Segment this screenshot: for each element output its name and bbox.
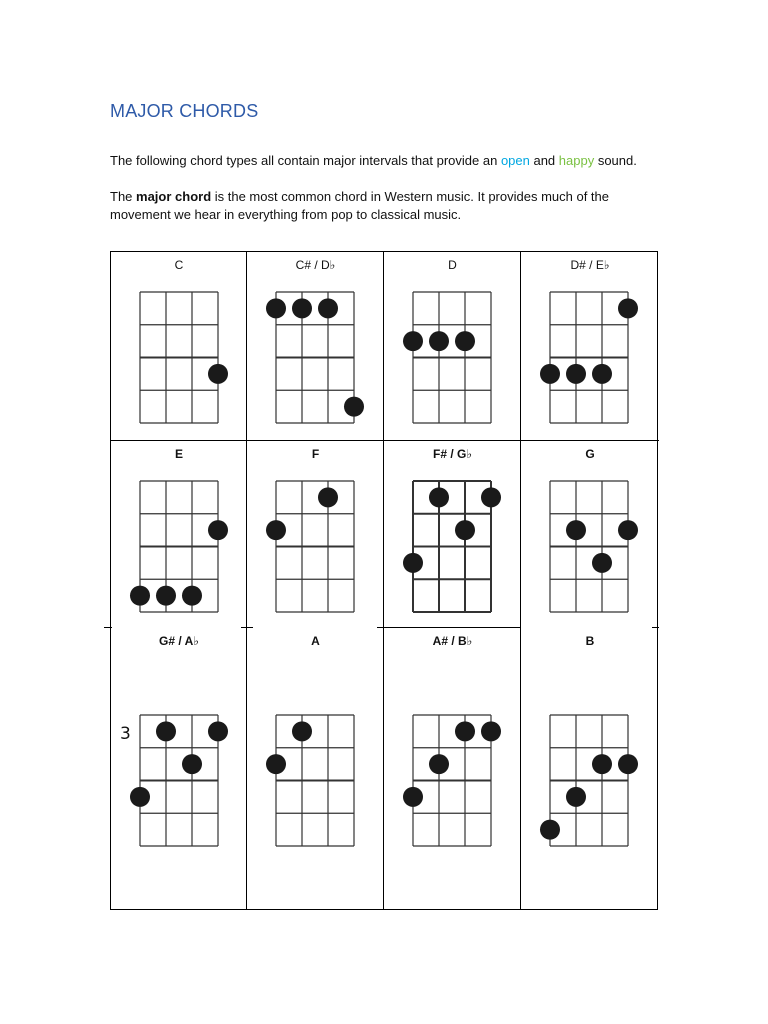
open-highlight: open [500,153,530,168]
chord-cell [521,628,659,911]
finger-dot [429,487,449,507]
chord-name: B [585,634,595,648]
page-title: MAJOR CHORDS [110,101,259,121]
chord-name: A# / B♭ [432,634,473,648]
finger-dot [618,298,638,318]
chord-diagram [536,701,646,852]
finger-dot [208,364,228,384]
finger-dot [566,520,586,540]
finger-dot [182,754,202,774]
finger-dot [618,754,638,774]
chord-name: E [174,447,183,461]
finger-dot [208,520,228,540]
finger-dot [318,487,338,507]
finger-dot [481,721,501,741]
finger-dot [540,364,560,384]
chord-name: C [174,258,184,272]
chord-diagram [399,467,509,618]
finger-dot [318,298,338,318]
chord-cell [384,252,521,441]
chord-cell [247,441,384,628]
chord-name: A [311,634,320,648]
chord-diagram [126,278,236,429]
chord-cell [247,252,384,441]
description-paragraph [110,188,670,224]
finger-dot [592,364,612,384]
chord-cell [247,628,384,911]
chord-diagram [536,467,646,618]
finger-dot [540,820,560,840]
finger-dot [156,586,176,606]
finger-dot [266,520,286,540]
description-lead: The [110,189,137,204]
chord-name: C# / D♭ [295,258,336,272]
finger-dot [292,721,312,741]
finger-dot [266,754,286,774]
chord-diagram [126,467,236,618]
chord-diagram [262,701,372,852]
finger-dot [455,331,475,351]
finger-dot [403,331,423,351]
finger-dot [403,553,423,573]
finger-dot [481,487,501,507]
finger-dot [455,721,475,741]
finger-dot [455,520,475,540]
chord-cell [111,252,247,441]
fret-position-number: 3 [120,724,131,744]
finger-dot [429,754,449,774]
intro-text-before: The following chord types all contain major intervals that provide an [110,153,501,168]
chord-name: G# / A♭ [159,634,199,648]
happy-highlight: happy [558,153,595,168]
chord-diagram [126,701,236,852]
chord-cell [521,441,659,628]
finger-dot [130,787,150,807]
chord-diagram [262,278,372,429]
major-chord-term: major chord [136,189,212,204]
chord-cell [111,441,247,628]
finger-dot [429,331,449,351]
chord-cell [521,252,659,441]
description-rest: is the most common chord in Western music. It provides much of the movement we hear in everything from pop to classical music. [110,189,609,222]
finger-dot [403,787,423,807]
finger-dot [592,754,612,774]
finger-dot [292,298,312,318]
chord-name: F [311,447,320,461]
chord-name: F# / G♭ [433,447,472,461]
finger-dot [182,586,202,606]
chord-diagram [536,278,646,429]
finger-dot [156,721,176,741]
finger-dot [618,520,638,540]
intro-paragraph [110,152,670,170]
chord-name: D# / E♭ [570,258,610,272]
chord-name: D [448,258,457,272]
finger-dot [130,586,150,606]
chord-name: G [585,447,595,461]
chord-diagram [262,467,372,618]
chord-cell [384,441,521,628]
intro-text-middle: and [529,153,559,168]
intro-text-after: sound. [594,153,637,168]
finger-dot [344,397,364,417]
finger-dot [208,721,228,741]
chord-cell [111,628,247,911]
finger-dot [266,298,286,318]
finger-dot [566,364,586,384]
chord-chart-table [110,251,658,910]
chord-cell [384,628,521,911]
chord-diagram [399,278,509,429]
chord-diagram [399,701,509,852]
finger-dot [592,553,612,573]
finger-dot [566,787,586,807]
